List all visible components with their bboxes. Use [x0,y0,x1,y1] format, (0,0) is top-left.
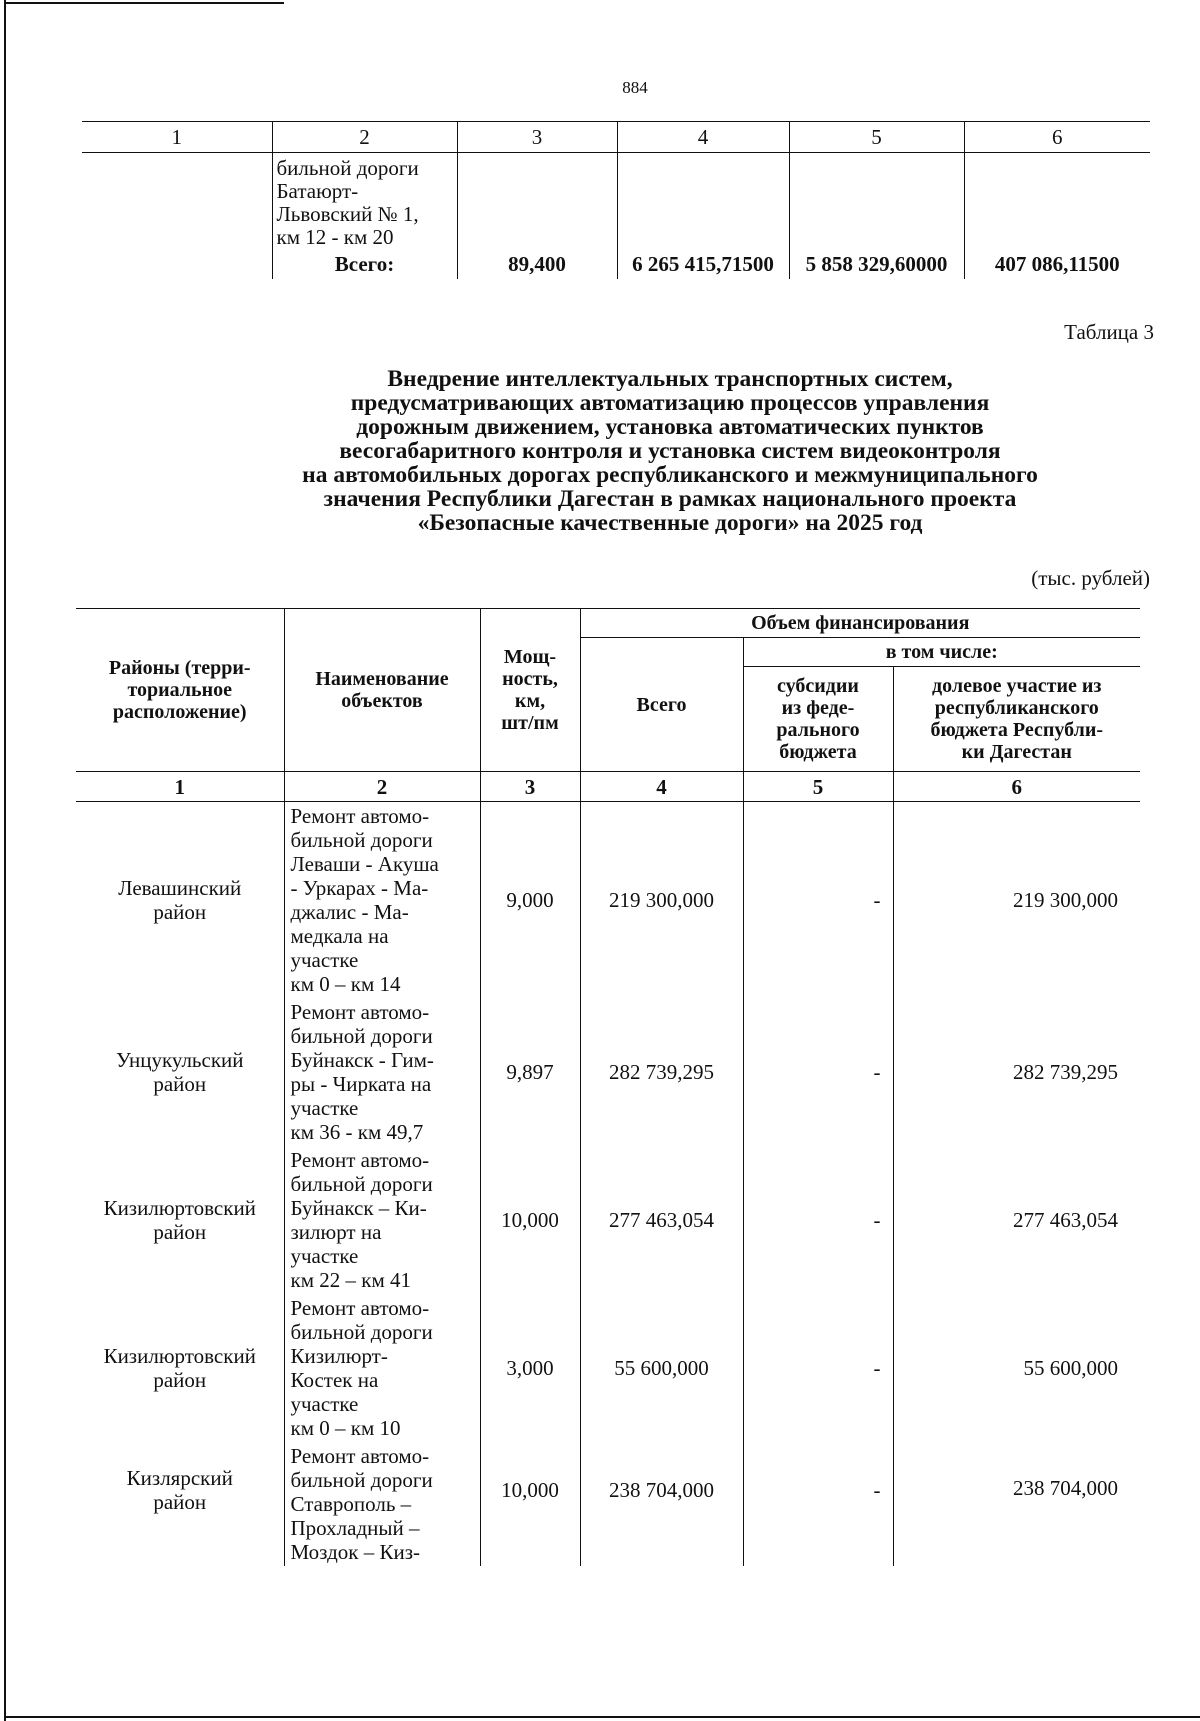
scan-frame-bottom [4,1716,1200,1718]
object-line: бильной дороги [290,1024,433,1048]
object-line: км 0 – км 10 [290,1416,401,1440]
total-capacity: 89,400 [457,249,617,279]
federal-cell: - [743,998,893,1146]
title-line: «Безопасные качественные дороги» на 2025 год [417,510,923,536]
scan-frame-top [4,2,284,4]
header-line: ность, [502,668,558,690]
object-line: зилюрт на [290,1220,382,1244]
object-cell [284,1294,480,1442]
object-line: Ремонт автомо- [290,1000,430,1024]
object-line: км 0 – км 14 [290,972,401,996]
district-line: Левашинский [118,876,242,900]
capacity-cell: 9,000 [480,802,580,999]
col-num: 3 [457,122,617,153]
header-line: км, [514,690,546,712]
object-line: бильной дороги [290,1468,433,1492]
regional-cell: 219 300,000 [893,802,1140,999]
table-row [76,1442,1140,1566]
regional-cell: 55 600,000 [893,1294,1140,1442]
header-regional [893,667,1140,772]
capacity-cell: 9,897 [480,998,580,1146]
col-num: 5 [743,772,893,802]
object-line: Кизилюрт- [290,1344,388,1368]
header-line: ки Дагестан [961,741,1072,763]
header-line: Наименование [315,668,449,690]
col-num: 2 [284,772,480,802]
object-line: Моздок – Киз- [290,1540,420,1564]
title-line: предусматривающих автоматизацию процессов управления [350,390,990,416]
district-line: район [153,900,207,924]
header-district [76,609,284,772]
col-num: 6 [964,122,1150,153]
title-line: Внедрение интеллектуальных транспортных систем, [387,366,953,392]
col-num: 3 [480,772,580,802]
object-line: Ремонт автомо- [290,1296,430,1320]
object-line: медкала на [290,924,389,948]
regional-cell: 277 463,054 [893,1146,1140,1294]
header-line: Районы (терри- [108,657,251,679]
object-line: Ремонт автомо- [290,1148,430,1172]
district-cell [76,1146,284,1294]
capacity-cell: 10,000 [480,1442,580,1566]
continuation-table [82,121,1150,279]
col-num: 2 [272,122,457,153]
text-line: км 12 - км 20 [276,225,394,249]
object-line: км 36 - км 49,7 [290,1120,424,1144]
continuation-object-name [272,153,457,250]
header-line: объектов [341,690,423,712]
object-cell [284,998,480,1146]
header-line: республиканского [934,697,1099,719]
header-line: шт/пм [501,712,559,734]
total-cell: 219 300,000 [580,802,743,999]
object-line: Ставрополь – [290,1492,412,1516]
object-line: бильной дороги [290,828,433,852]
text-line: бильной дороги [276,156,419,180]
header-line: Мощ- [503,646,557,668]
district-line: Кизлярский [126,1466,233,1490]
header-line: рального [776,719,860,741]
total-cell: 238 704,000 [580,1442,743,1566]
district-cell [76,802,284,999]
units-label: (тыс. рублей) [1031,566,1150,590]
scan-frame-left [4,0,6,1721]
object-line: бильной дороги [290,1320,433,1344]
continuation-total-row [82,249,1150,279]
object-line: участке [290,1392,359,1416]
title-line: весогабаритного контроля и установка систем видеоконтроля [339,438,1001,464]
object-cell [284,1442,480,1566]
total-cell: 55 600,000 [580,1294,743,1442]
col-num: 1 [82,122,272,153]
table-row [76,1294,1140,1442]
total-all: 6 265 415,71500 [617,249,789,279]
header-including: в том числе: [743,638,1140,667]
text-line: Львовский № 1, [276,202,419,226]
object-line: - Уркарах - Ма- [290,876,429,900]
object-line: км 22 – км 41 [290,1268,411,1292]
total-cell: 282 739,295 [580,998,743,1146]
district-cell [76,1442,284,1566]
object-cell [284,1146,480,1294]
federal-cell: - [743,1294,893,1442]
table-number-label: Таблица 3 [1064,320,1154,344]
regional-cell: 238 704,000 [893,1442,1140,1566]
federal-cell: - [743,802,893,999]
title-line: на автомобильных дорогах республиканского и межмуниципального [302,462,1038,488]
header-total: Всего [580,638,743,772]
header-line: бюджета Республи- [930,719,1104,741]
object-line: Ремонт автомо- [290,1444,430,1468]
federal-cell: - [743,1146,893,1294]
object-line: Ремонт автомо- [290,804,430,828]
table-row [76,1146,1140,1294]
object-line: бильной дороги [290,1172,433,1196]
object-line: участке [290,1096,359,1120]
total-label: Всего: [272,249,457,279]
object-line: участке [290,948,359,972]
header-line: долевое участие из [932,675,1102,697]
header-object [284,609,480,772]
table-row [76,998,1140,1146]
text-line: Батаюрт- [276,179,359,203]
col-num: 4 [617,122,789,153]
page-number: 884 [622,78,648,97]
district-line: Кизилюртовский [103,1344,256,1368]
continuation-column-numbers [82,122,1150,153]
header-line: субсидии [777,675,859,697]
object-cell [284,802,480,999]
capacity-cell: 10,000 [480,1146,580,1294]
title-line: дорожным движением, установка автоматических пунктов [356,414,984,440]
total-cell: 277 463,054 [580,1146,743,1294]
district-line: Унцукульский [115,1048,244,1072]
header-line: бюджета [779,741,857,763]
header-federal [743,667,893,772]
object-line: джалис - Ма- [290,900,409,924]
object-line: ры - Чирката на [290,1072,432,1096]
funding-table [76,608,1140,1566]
title-line: значения Республики Дагестан в рамках национального проекта [323,486,1017,512]
header-line: расположение) [112,701,247,723]
header-line: из феде- [781,697,855,719]
district-line: район [153,1072,207,1096]
header-funding: Объем финансирования [580,609,1140,638]
object-line: Буйнакск - Гим- [290,1048,434,1072]
district-line: Кизилюртовский [103,1196,256,1220]
header-capacity [480,609,580,772]
object-line: участке [290,1244,359,1268]
district-cell [76,1294,284,1442]
col-num: 1 [76,772,284,802]
district-line: район [153,1368,207,1392]
table-row [76,802,1140,999]
capacity-cell: 3,000 [480,1294,580,1442]
header-line: ториальное [127,679,233,701]
col-num: 6 [893,772,1140,802]
object-line: Костек на [290,1368,379,1392]
total-regional: 407 086,11500 [964,249,1150,279]
document-title [170,367,1170,535]
total-federal: 5 858 329,60000 [789,249,964,279]
header-row-1 [76,609,1140,638]
col-num: 5 [789,122,964,153]
federal-cell: - [743,1442,893,1566]
object-line: Леваши - Акуша [290,852,439,876]
continuation-row [82,153,1150,250]
col-num: 4 [580,772,743,802]
object-line: Прохладный – [290,1516,420,1540]
column-numbers-row [76,772,1140,802]
object-line: Буйнакск – Ки- [290,1196,427,1220]
district-line: район [153,1490,207,1514]
regional-cell: 282 739,295 [893,998,1140,1146]
district-cell [76,998,284,1146]
district-line: район [153,1220,207,1244]
